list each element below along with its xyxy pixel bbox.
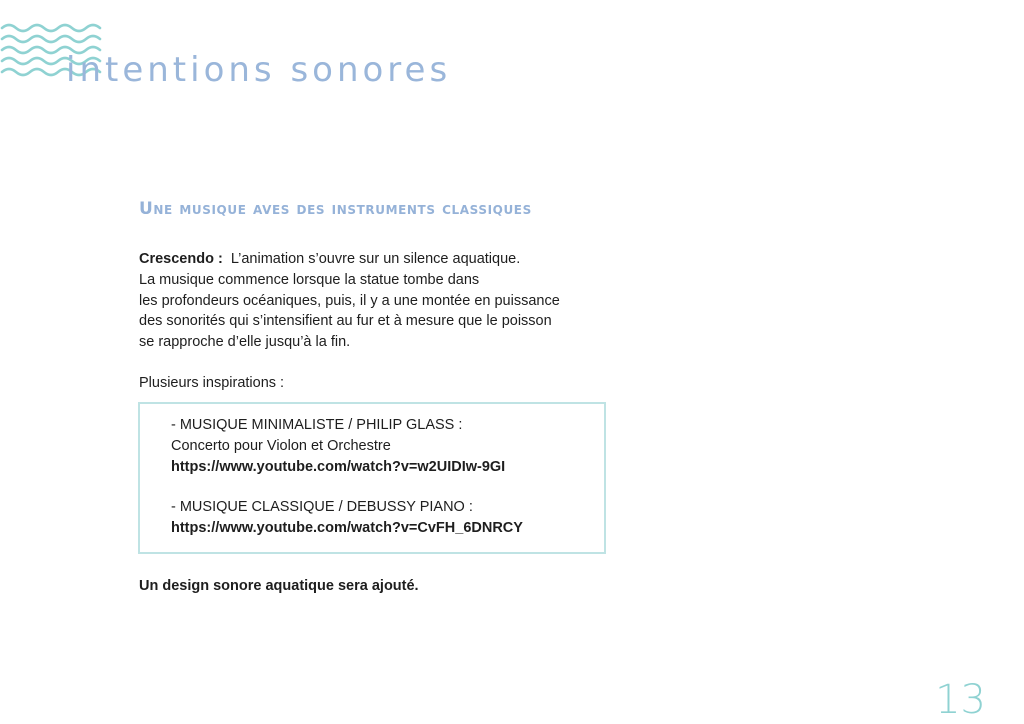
inspiration-link[interactable]: https://www.youtube.com/watch?v=w2UIDIw-9GI <box>171 459 506 475</box>
closing-note: Un design sonore aquatique sera ajouté. <box>139 578 419 594</box>
paragraph-line: les profondeurs océaniques, puis, il y a une montée en puissance <box>139 292 560 309</box>
paragraph-line: La musique commence lorsque la statue tombe dans <box>139 271 480 288</box>
inspirations-label: Plusieurs inspirations : <box>139 375 285 391</box>
inspiration-link[interactable]: https://www.youtube.com/watch?v=CvFH_6DNRCY <box>171 520 523 536</box>
inspirations-box <box>138 402 606 554</box>
paragraph-line: se rapproche d’elle jusqu’à la fin. <box>139 334 351 351</box>
page-title: intentions sonores <box>66 50 452 90</box>
section-subtitle: Une musique aves des instruments classiques <box>139 199 532 219</box>
description-paragraph <box>139 249 609 353</box>
inspiration-heading: - MUSIQUE MINIMALISTE / PHILIP GLASS : <box>171 417 463 433</box>
paragraph-line: L’animation s’ouvre sur un silence aquatique. <box>230 251 521 267</box>
inspiration-work: Concerto pour Violon et Orchestre <box>171 438 391 454</box>
page-number: 13 <box>935 677 986 723</box>
paragraph-lead: Crescendo : <box>139 251 223 267</box>
paragraph-line: des sonorités qui s’intensifient au fur et à mesure que le poisson <box>139 313 552 330</box>
inspiration-heading: - MUSIQUE CLASSIQUE / DEBUSSY PIANO : <box>171 499 473 515</box>
